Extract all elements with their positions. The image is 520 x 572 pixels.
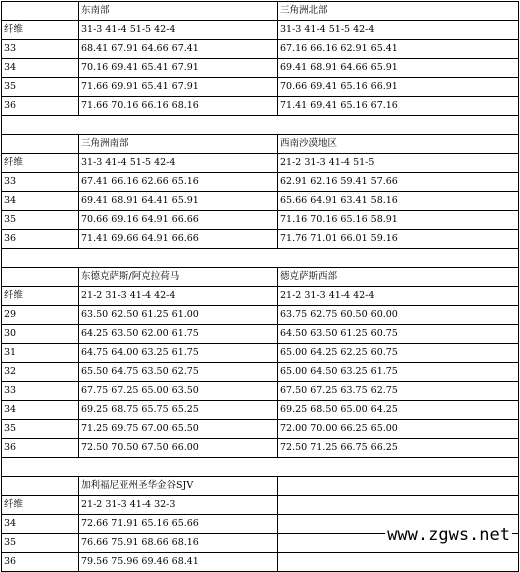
- region-name: 东南部: [79, 2, 278, 21]
- fiber-length: 35: [2, 420, 79, 439]
- price-values: 70.16 69.41 65.41 67.91: [79, 59, 278, 78]
- grade-codes: 21-2 31-3 41-4 32-3: [79, 496, 278, 515]
- price-values: 65.00 64.25 62.25 60.75: [278, 344, 519, 363]
- region-row: [2, 135, 519, 154]
- table-row: [2, 306, 519, 325]
- table-row: [2, 40, 519, 59]
- fiber-length: 35: [2, 211, 79, 230]
- grade-header-row: [2, 496, 519, 515]
- grade-codes: 21-2 31-3 41-4 42-4: [278, 287, 519, 306]
- table-row: [2, 439, 519, 458]
- table-row: [2, 211, 519, 230]
- fiber-length: 36: [2, 553, 79, 572]
- price-values: 71.66 70.16 66.16 68.16: [79, 97, 278, 116]
- fiber-length: 32: [2, 363, 79, 382]
- fiber-length: 33: [2, 173, 79, 192]
- table-row: [2, 173, 519, 192]
- price-values: 79.56 75.96 69.46 68.41: [79, 553, 278, 572]
- grade-codes: 21-2 31-3 41-4 51-5: [278, 154, 519, 173]
- price-values: 67.50 67.25 63.75 62.75: [278, 382, 519, 401]
- price-values: 71.66 69.91 65.41 67.91: [79, 78, 278, 97]
- price-values: 71.41 69.41 65.16 67.16: [278, 97, 519, 116]
- fiber-length: 34: [2, 515, 79, 534]
- price-values: 65.50 64.75 63.50 62.75: [79, 363, 278, 382]
- price-values: 72.50 70.50 67.50 66.00: [79, 439, 278, 458]
- fiber-length: 30: [2, 325, 79, 344]
- region-name: 东德克萨斯/阿克拉荷马: [79, 268, 278, 287]
- price-values: 71.76 71.01 66.01 59.16: [278, 230, 519, 249]
- table-row: [2, 59, 519, 78]
- empty-cell: [2, 135, 79, 154]
- fiber-header: 纤维: [2, 287, 79, 306]
- region-row: [2, 268, 519, 287]
- fiber-header: 纤维: [2, 154, 79, 173]
- fiber-length: 35: [2, 534, 79, 553]
- price-values: [278, 553, 519, 572]
- table-row: [2, 401, 519, 420]
- fiber-length: 34: [2, 59, 79, 78]
- fiber-length: 31: [2, 344, 79, 363]
- table-row: [2, 420, 519, 439]
- grade-codes: 21-2 31-3 41-4 42-4: [79, 287, 278, 306]
- grade-codes: 31-3 41-4 51-5 42-4: [79, 154, 278, 173]
- spacer-row: [2, 249, 519, 268]
- table-row: [2, 230, 519, 249]
- table-row: [2, 192, 519, 211]
- fiber-length: 35: [2, 78, 79, 97]
- price-values: 67.16 66.16 62.91 65.41: [278, 40, 519, 59]
- price-values: 71.16 70.16 65.16 58.91: [278, 211, 519, 230]
- fiber-length: 34: [2, 401, 79, 420]
- price-values: 69.41 68.91 64.66 65.91: [278, 59, 519, 78]
- price-values: 69.25 68.75 65.75 65.25: [79, 401, 278, 420]
- table-row: [2, 553, 519, 572]
- price-values: 70.66 69.16 64.91 66.66: [79, 211, 278, 230]
- grade-codes: 31-3 41-4 51-5 42-4: [278, 21, 519, 40]
- spacer-row: [2, 116, 519, 135]
- price-values: 76.66 75.91 68.66 68.16: [79, 534, 278, 553]
- region-name: 加利福尼亚州圣华金谷SJV: [79, 477, 278, 496]
- fiber-length: 34: [2, 192, 79, 211]
- price-values: 72.66 71.91 65.16 65.66: [79, 515, 278, 534]
- fiber-length: 33: [2, 40, 79, 59]
- price-values: 71.41 69.66 64.91 66.66: [79, 230, 278, 249]
- table-row: [2, 325, 519, 344]
- fiber-length: 36: [2, 439, 79, 458]
- price-table: [1, 1, 519, 572]
- price-values: 70.66 69.41 65.16 66.91: [278, 78, 519, 97]
- region-name: 德克萨斯西部: [278, 268, 519, 287]
- grade-header-row: [2, 287, 519, 306]
- grade-codes: [278, 496, 519, 515]
- price-values: 64.25 63.50 62.00 61.75: [79, 325, 278, 344]
- price-values: 71.25 69.75 67.00 65.50: [79, 420, 278, 439]
- spacer-cell: [2, 116, 519, 135]
- watermark: www.zgws.net: [387, 525, 510, 545]
- price-values: 68.41 67.91 64.66 67.41: [79, 40, 278, 59]
- region-name: 三角洲南部: [79, 135, 278, 154]
- grade-header-row: [2, 21, 519, 40]
- fiber-length: 33: [2, 382, 79, 401]
- region-row: [2, 477, 519, 496]
- price-values: 69.25 68.50 65.00 64.25: [278, 401, 519, 420]
- price-values: 65.66 64.91 63.41 58.16: [278, 192, 519, 211]
- spacer-cell: [2, 249, 519, 268]
- region-name: 三角洲北部: [278, 2, 519, 21]
- region-name: 西南沙漠地区: [278, 135, 519, 154]
- table-row: [2, 382, 519, 401]
- spacer-cell: [2, 458, 519, 477]
- table-row: [2, 344, 519, 363]
- price-values: 72.00 70.00 66.25 65.00: [278, 420, 519, 439]
- price-values: 67.75 67.25 65.00 63.50: [79, 382, 278, 401]
- grade-header-row: [2, 154, 519, 173]
- price-values: 65.00 64.50 63.25 61.75: [278, 363, 519, 382]
- fiber-length: 29: [2, 306, 79, 325]
- grade-codes: 31-3 41-4 51-5 42-4: [79, 21, 278, 40]
- spacer-row: [2, 458, 519, 477]
- region-name: [278, 477, 519, 496]
- price-values: 63.75 62.75 60.50 60.00: [278, 306, 519, 325]
- empty-cell: [2, 477, 79, 496]
- price-values: 64.50 63.50 61.25 60.75: [278, 325, 519, 344]
- empty-cell: [2, 2, 79, 21]
- empty-cell: [2, 268, 79, 287]
- fiber-header: 纤维: [2, 496, 79, 515]
- table-row: [2, 97, 519, 116]
- fiber-length: 36: [2, 97, 79, 116]
- table-row: [2, 78, 519, 97]
- price-values: 69.41 68.91 64.41 65.91: [79, 192, 278, 211]
- price-values: 62.91 62.16 59.41 57.66: [278, 173, 519, 192]
- fiber-length: 36: [2, 230, 79, 249]
- price-values: 63.50 62.50 61.25 61.00: [79, 306, 278, 325]
- price-values: 72.50 71.25 66.75 66.25: [278, 439, 519, 458]
- fiber-header: 纤维: [2, 21, 79, 40]
- price-values: 64.75 64.00 63.25 61.75: [79, 344, 278, 363]
- table-row: [2, 363, 519, 382]
- price-values: 67.41 66.16 62.66 65.16: [79, 173, 278, 192]
- region-row: [2, 2, 519, 21]
